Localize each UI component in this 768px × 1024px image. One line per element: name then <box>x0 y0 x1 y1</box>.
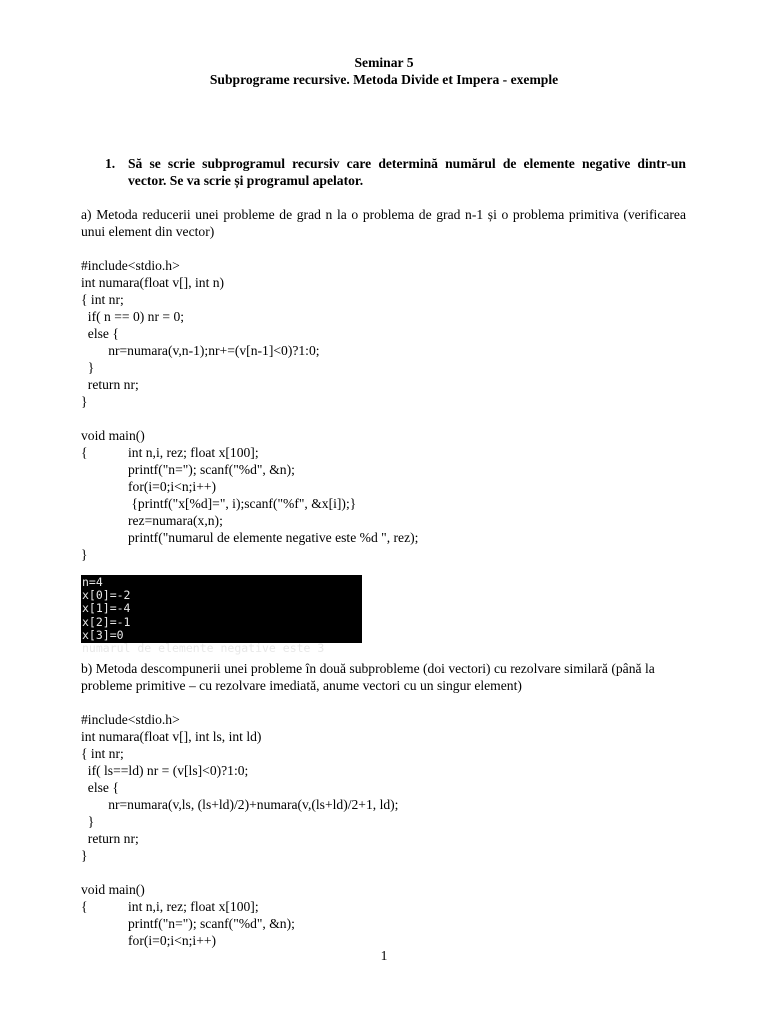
code-line: int numara(float v[], int ls, int ld) <box>81 729 262 744</box>
code-line: for(i=0;i<n;i++) <box>128 479 217 494</box>
code-line: return nr; <box>81 377 139 392</box>
item-number: 1. <box>105 156 116 171</box>
page-subtitle: Subprograme recursive. Metoda Divide et Impera - exemple <box>209 72 559 87</box>
section-a-description: a) Metoda reducerii unei probleme de grad n la o problema de grad n-1 și o problema primitiva (verificarea unui element din vector) <box>81 207 686 239</box>
code-line: void main() <box>81 428 145 443</box>
code-line: { int nr; <box>81 746 124 761</box>
code-line: for(i=0;i<n;i++) <box>128 933 217 948</box>
code-line: if( n == 0) nr = 0; <box>81 309 185 324</box>
code-line: } <box>81 360 95 375</box>
code-line: int n,i, rez; float x[100]; <box>128 899 259 914</box>
code-line: printf("n="); scanf("%d", &n); <box>128 462 295 477</box>
page-number: 1 <box>380 948 388 963</box>
console-line: x[0]=-2 <box>82 588 131 603</box>
item-statement: Să se scrie subprogramul recursiv care determină numărul de elemente negative dintr-un vector. Se va scrie și programul apelator. <box>128 156 686 188</box>
code-line: { int nr; <box>81 292 124 307</box>
code-line: } <box>81 547 88 562</box>
code-line: int numara(float v[], int n) <box>81 275 225 290</box>
code-line: } <box>81 394 88 409</box>
console-output-screenshot <box>81 575 362 656</box>
code-line: } <box>81 848 88 863</box>
seminar-title: Seminar 5 <box>354 55 414 70</box>
code-line: else { <box>81 326 119 341</box>
code-line: printf("n="); scanf("%d", &n); <box>128 916 295 931</box>
console-line: x[2]=-1 <box>82 614 131 629</box>
code-line: nr=numara(v,n-1);nr+=(v[n-1]<0)?1:0; <box>81 343 320 358</box>
code-line: rez=numara(x,n); <box>128 513 223 528</box>
code-line: {printf("x[%d]=", i);scanf("%f", &x[i]);} <box>128 496 357 511</box>
section-b-description: b) Metoda descompunerii unei probleme în două subprobleme (doi vectori) cu rezolvare similară (până la probleme primitive – cu rezolvare imediată, anume vectori cu un singur element) <box>81 661 655 693</box>
code-line: { <box>81 899 88 914</box>
code-line: int n,i, rez; float x[100]; <box>128 445 259 460</box>
code-line: } <box>81 814 95 829</box>
code-line: { <box>81 445 88 460</box>
code-line: #include<stdio.h> <box>81 258 180 273</box>
console-line: x[1]=-4 <box>82 601 131 616</box>
console-line: x[3]=0 <box>82 627 124 642</box>
code-line: else { <box>81 780 119 795</box>
code-line: return nr; <box>81 831 139 846</box>
code-line: #include<stdio.h> <box>81 712 180 727</box>
console-line: n=4 <box>82 575 103 589</box>
code-line: printf("numarul de elemente negative este %d ", rez); <box>128 530 419 545</box>
code-line: nr=numara(v,ls, (ls+ld)/2)+numara(v,(ls+ld)/2+1, ld); <box>81 797 399 812</box>
console-line: numarul de elemente negative este 3 <box>82 641 325 656</box>
code-line: void main() <box>81 882 145 897</box>
code-line: if( ls==ld) nr = (v[ls]<0)?1:0; <box>81 763 249 778</box>
